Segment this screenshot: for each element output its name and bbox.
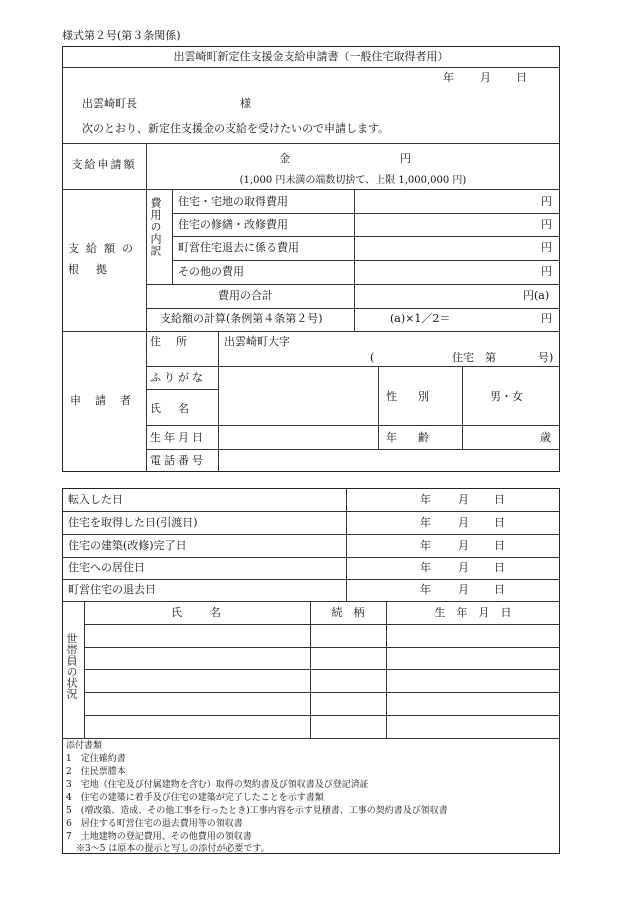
basis-label-line1: 支給額の [68,242,140,255]
basis-item-label: 住宅・宅地の取得費用 [178,195,288,208]
basis-item-unit: 円 [541,241,552,254]
attachment-item: 7 土地建物の登記費用、その他費用の領収書 [66,832,252,842]
name-label: 氏 名 [150,402,192,415]
basis-item-unit: 円 [541,218,552,231]
basis-item-label: 町営住宅退去に係る費用 [178,241,299,254]
attachment-item: 1 定住確約書 [66,754,126,764]
address-paren: ( [370,351,375,364]
basis-label-line2: 根 拠 [68,263,110,276]
basis-item-unit: 円 [541,265,552,278]
address-value: 出雲崎町大字 [224,335,290,348]
attachment-item: 5 (増改築、造成、その他工事を行ったとき)工事内容を示す見積書、工事の契約書及び領収書 [66,806,448,816]
date-label: 住宅への居住日 [68,561,145,574]
date-month: 月 [458,561,469,574]
age-label: 年 齢 [386,431,434,444]
phone-label: 電話番号 [150,454,206,467]
sex-value: 男・女 [490,390,523,403]
basis-item-label: 住宅の修繕・改修費用 [178,218,288,231]
birth-label: 生年月日 [150,431,206,444]
amount-yen: 円 [400,152,411,165]
addressee-name: 出雲崎町長 [82,97,137,110]
date-label: 町営住宅の退去日 [68,583,156,596]
attachments-note: ※3～5 は原本の提示と写しの添付が必要です。 [76,844,270,854]
col-name-header: 氏 名 [171,606,223,619]
furigana-label: ふりがな [150,371,206,384]
housing-label: 住宅 第 [452,351,496,364]
col-relation-header: 続 柄 [331,606,365,619]
date-day: 日 [494,583,505,596]
attachment-item: 4 住宅の建築に着手及び住宅の建築が完了したことを示す書類 [66,793,324,803]
calc-unit: 円 [541,312,552,325]
date-day: 日 [494,539,505,552]
date-year: 年 [443,71,454,84]
attachment-item: 6 居住する町営住宅の退去費用等の領収書 [66,819,243,829]
date-month: 月 [458,493,469,506]
breakdown-label: 費用の内訳 [149,197,162,257]
calc-formula: (a)×1／2＝ [390,312,451,325]
applicant-label: 申請者 [70,394,145,407]
sex-label: 性 別 [386,390,434,403]
date-month: 月 [480,71,491,84]
date-day: 日 [494,561,505,574]
total-unit: 円(a) [523,289,550,302]
intro-text: 次のとおり、新定住支援金の支給を受けたいので申請します。 [82,122,390,135]
date-label: 住宅の建築(改修)完了日 [68,539,187,552]
age-unit: 歳 [540,431,551,444]
date-month: 月 [458,583,469,596]
basis-label-1 [68,243,138,254]
amount-label: 支給申請額 [71,158,137,171]
attachment-item: 2 住民票謄本 [66,767,126,777]
attachments-title: 添付書類 [66,741,103,751]
date-year: 年 [420,493,431,506]
form-title: 出雲崎町新定住支援金支給申請書（一般住宅取得者用） [173,50,449,63]
date-label: 転入した日 [68,493,123,506]
housing-no: 号) [538,351,554,364]
date-month: 月 [458,539,469,552]
date-label: 住宅を取得した日(引渡日) [68,516,198,529]
date-day: 日 [516,71,527,84]
addressee-honorific: 様 [240,97,251,110]
date-year: 年 [420,539,431,552]
form-id: 様式第２号(第３条関係) [62,29,181,42]
calc-label: 支給額の計算(条例第４条第２号) [160,312,323,325]
total-label: 費用の合計 [218,289,273,302]
amount-kin: 金 [279,152,290,165]
date-year: 年 [420,583,431,596]
date-year: 年 [420,516,431,529]
amount-note: (1,000 円未満の端数切捨て、上限 1,000,000 円) [239,175,467,186]
basis-item-label: その他の費用 [178,265,244,278]
household-label: 世帯員の状況 [65,633,78,699]
date-day: 日 [494,516,505,529]
address-label: 住 所 [150,335,189,348]
date-year: 年 [420,561,431,574]
col-birth-header: 生 年 月 日 [434,606,512,619]
attachment-item: 3 宅地（住宅及び付属建物を含む）取得の契約書及び領収書及び登記済証 [66,780,369,790]
date-month: 月 [458,516,469,529]
date-day: 日 [494,493,505,506]
basis-item-unit: 円 [541,195,552,208]
